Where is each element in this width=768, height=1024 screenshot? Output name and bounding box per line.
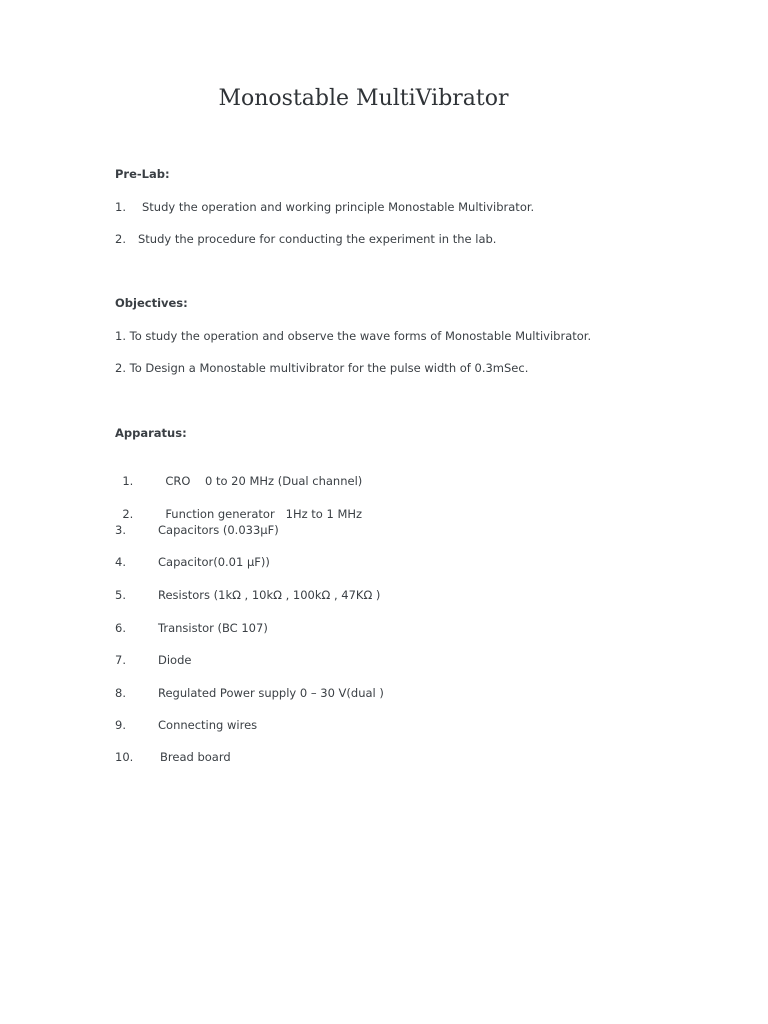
apparatus-item: [115, 490, 362, 522]
apparatus-item-text: Function generator 1Hz to 1 MHz: [165, 507, 363, 521]
objective-item: 1. To study the operation and observe the wave forms of Monostable Multivibrator.: [115, 329, 592, 343]
apparatus-item-number: 3.: [115, 523, 126, 537]
prelab-item: [115, 231, 496, 247]
apparatus-item-number: 5.: [115, 588, 126, 602]
apparatus-item-text: Diode: [158, 653, 192, 667]
apparatus-item: [115, 717, 257, 733]
apparatus-item-number: 8.: [115, 686, 126, 700]
apparatus-item-number: 10.: [115, 750, 134, 764]
prelab-item-number: 1.: [115, 200, 126, 214]
apparatus-item: [115, 652, 191, 668]
apparatus-item: [115, 554, 270, 570]
prelab-item-text: Study the procedure for conducting the experiment in the lab.: [138, 232, 497, 246]
apparatus-item: [115, 749, 231, 765]
prelab-item-text: Study the operation and working principle Monostable Multivibrator.: [142, 200, 535, 214]
apparatus-item: [115, 457, 362, 489]
apparatus-item-text: Bread board: [160, 750, 231, 764]
apparatus-item-number: 7.: [115, 653, 126, 667]
prelab-item-number: 2.: [115, 232, 126, 246]
apparatus-item: [115, 685, 384, 701]
apparatus-item-number: 9.: [115, 718, 126, 732]
apparatus-item-number: 2.: [122, 507, 134, 521]
apparatus-item-text: CRO 0 to 20 MHz (Dual channel): [165, 474, 363, 488]
apparatus-item-text: Capacitor(0.01 μF)): [158, 555, 270, 569]
apparatus-item-number: 6.: [115, 621, 126, 635]
prelab-heading: Pre-Lab:: [115, 167, 170, 181]
objective-item: 2. To Design a Monostable multivibrator for the pulse width of 0.3mSec.: [115, 361, 529, 375]
apparatus-item-text: Transistor (BC 107): [158, 621, 268, 635]
prelab-item: [115, 199, 534, 215]
apparatus-item-text: Connecting wires: [158, 718, 258, 732]
objectives-heading: Objectives:: [115, 296, 188, 310]
page-title: Monostable MultiVibrator: [218, 86, 509, 111]
apparatus-item: [115, 620, 268, 636]
apparatus-heading: Apparatus:: [115, 426, 187, 440]
apparatus-item-number: 1.: [122, 474, 134, 488]
apparatus-item-text: Resistors (1kΩ , 10kΩ , 100kΩ , 47KΩ ): [158, 588, 381, 602]
apparatus-item-number: 4.: [115, 555, 126, 569]
apparatus-item-text: Regulated Power supply 0 – 30 V(dual ): [158, 686, 384, 700]
apparatus-item: [115, 522, 279, 538]
apparatus-item: [115, 587, 380, 603]
apparatus-item-text: Capacitors (0.033μF): [158, 523, 279, 537]
